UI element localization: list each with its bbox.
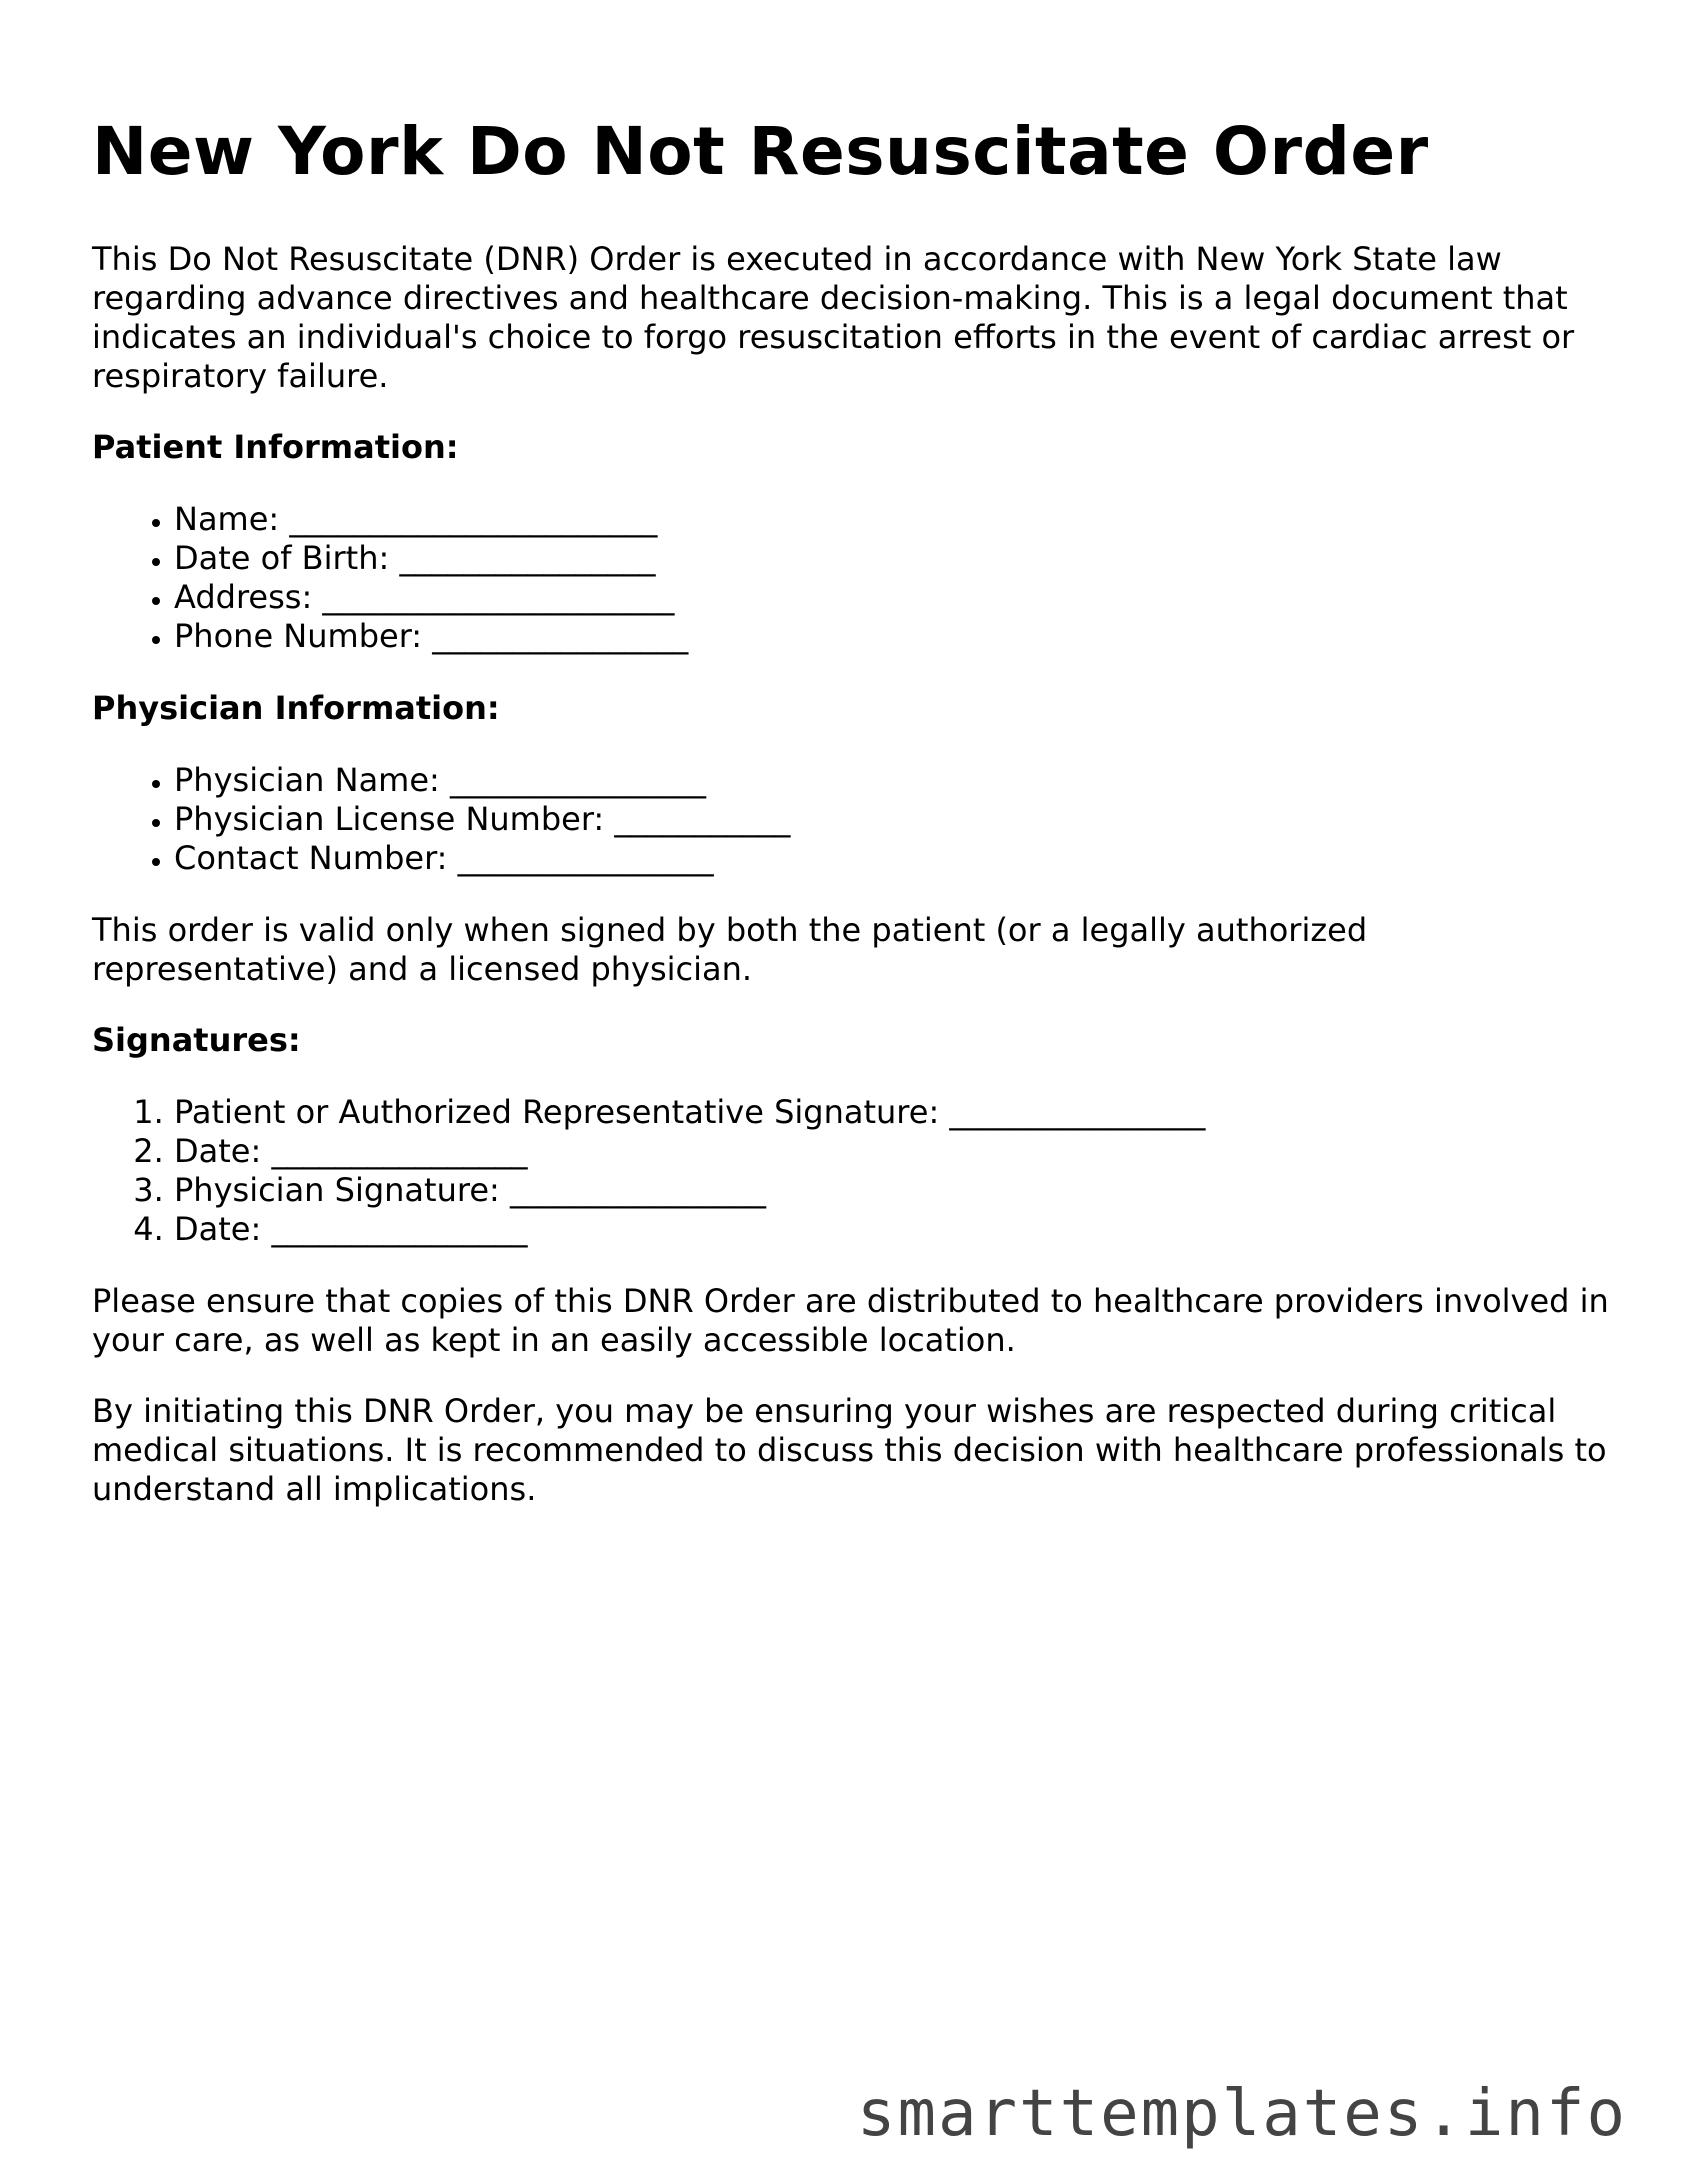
patient-dob-field: • Date of Birth: ________________: [174, 539, 1612, 578]
patient-address-field: • Address: ______________________: [174, 578, 1612, 617]
validity-paragraph: This order is valid only when signed by both the patient (or a legally authorized representative) and a licensed physician.: [92, 911, 1368, 988]
document-page: [92, 112, 1612, 1541]
physician-signature-date-field: 4. Date: ________________: [174, 1210, 1612, 1249]
signatures-list: [92, 1093, 1612, 1249]
physician-signature-field: 3. Physician Signature: ________________: [174, 1171, 1612, 1210]
patient-signature-field: 1. Patient or Authorized Representative Signature: ________________: [174, 1093, 1612, 1132]
physician-info-heading: Physician Information:: [92, 689, 500, 727]
physician-contact-field: • Contact Number: ________________: [174, 839, 1612, 878]
patient-info-list: [92, 500, 1612, 656]
physician-name-field: • Physician Name: ________________: [174, 761, 1612, 800]
intro-paragraph: This Do Not Resuscitate (DNR) Order is executed in accordance with New York State law regarding advance directives and healthcare decision-making. This is a legal document that indicates an individual's choice to forgo resuscitation efforts in the event of cardiac arrest or respiratory failure.: [92, 240, 1575, 395]
physician-license-field: • Physician License Number: ___________: [174, 800, 1612, 839]
patient-signature-date-field: 2. Date: ________________: [174, 1132, 1612, 1171]
patient-phone-field: • Phone Number: ________________: [174, 617, 1612, 656]
page-title: New York Do Not Resuscitate Order: [92, 113, 1429, 190]
closing-paragraph: By initiating this DNR Order, you may be ensuring your wishes are respected during critical medical situations. It is recommended to discuss this decision with healthcare professionals to understand all implications.: [92, 1392, 1607, 1508]
physician-info-list: [92, 761, 1612, 878]
patient-name-field: • Name: _______________________: [174, 500, 1612, 539]
patient-info-heading: Patient Information:: [92, 428, 459, 466]
signatures-heading: Signatures:: [92, 1021, 301, 1059]
watermark: smarttemplates.info: [856, 2077, 1627, 2151]
distribution-paragraph: Please ensure that copies of this DNR Order are distributed to healthcare providers involved in your care, as well as kept in an easily accessible location.: [92, 1282, 1609, 1359]
